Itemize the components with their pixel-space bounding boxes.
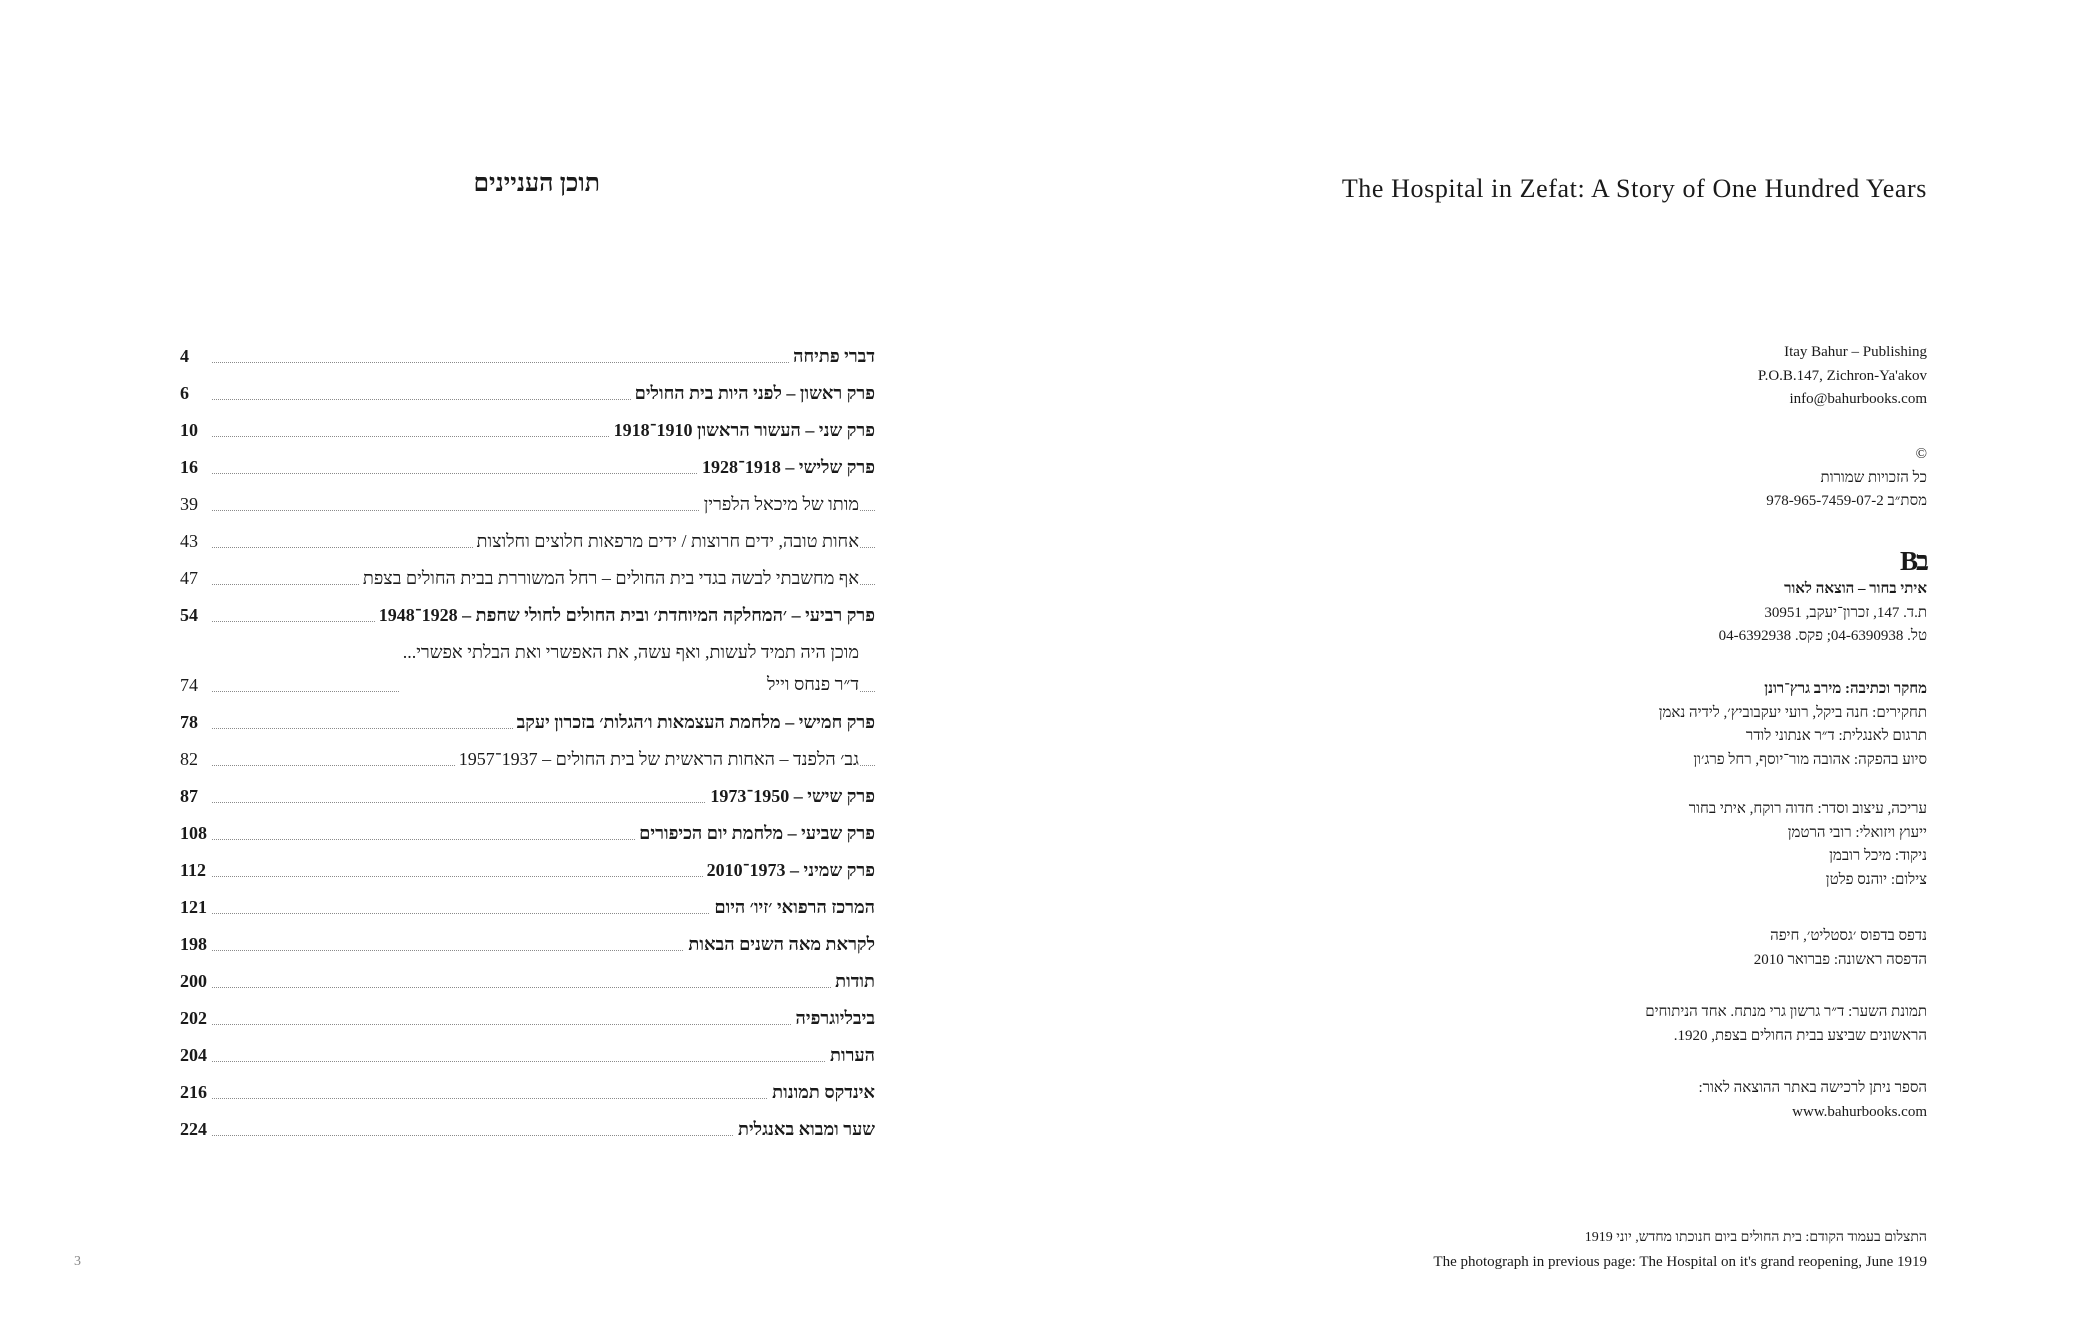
toc-entry-page: 202 xyxy=(180,1008,207,1028)
toc-entry-page: 82 xyxy=(180,749,198,769)
toc-entry[interactable] xyxy=(180,815,875,852)
toc-entry-page: 39 xyxy=(180,494,198,514)
toc-entry[interactable] xyxy=(180,778,875,815)
toc-entry-title: פרק שישי – 1950־1973 xyxy=(706,778,875,815)
toc-entry-title: שער ומבוא באנגלית xyxy=(734,1111,875,1148)
toc-entry-page: 47 xyxy=(180,568,198,588)
toc-entry-title: דברי פתיחה xyxy=(789,338,875,375)
toc-entry[interactable] xyxy=(180,704,875,741)
credit-line: מחקר וכתיבה: מירב גרץ־רונן xyxy=(1764,681,1927,697)
toc-entry[interactable] xyxy=(180,449,875,486)
toc-entry[interactable] xyxy=(180,1074,875,1111)
toc-entry-title: פרק רביעי – ׳המחלקה המיוחדת׳ ובית החולים לחולי שחפת – 1928־1948 xyxy=(375,597,875,634)
toc-entry-page: 10 xyxy=(180,420,198,440)
printing-block xyxy=(1754,925,1927,972)
toc-entry-title: פרק ראשון – לפני היות בית החולים xyxy=(631,375,875,412)
toc-entry-title-line: מוכן היה תמיד לעשות, ואף עשה, את האפשרי ואת הבלתי אפשרי... xyxy=(402,642,859,662)
toc-entry-page: 204 xyxy=(180,1045,207,1065)
toc-entry[interactable] xyxy=(180,1000,875,1037)
toc-entry-title: הערות xyxy=(826,1037,875,1074)
photo-caption-hebrew: התצלום בעמוד הקודם: בית החולים ביום חנוכתו מחדש, יוני 1919 xyxy=(1584,1230,1927,1245)
toc-entry-page: 112 xyxy=(180,860,207,880)
toc-entry-title: פרק שביעי – מלחמת יום הכיפורים xyxy=(635,815,875,852)
toc-entry-page: 87 xyxy=(180,786,198,806)
toc-entry[interactable] xyxy=(180,852,875,889)
publisher-logo: Bב xyxy=(1899,546,1927,576)
toc-entry-title-line: ד״ר פנחס וייל xyxy=(767,674,859,694)
toc-entry-title xyxy=(399,636,859,700)
publisher-phone: טל. 04-6390938; פקס. 04-6392938 xyxy=(1718,628,1927,644)
toc-entry-title: פרק שלישי – 1918־1928 xyxy=(698,449,875,486)
toc-entry-title: גב׳ הלפנד – האחות הראשית של בית החולים – 1937־1957 xyxy=(455,741,859,778)
dot-leader xyxy=(212,1024,875,1025)
toc-entry-title: פרק שני – העשור הראשון 1910־1918 xyxy=(610,412,875,449)
credits-design-block xyxy=(1689,798,1927,892)
toc-entry-page: 6 xyxy=(180,383,189,403)
credits-research-block xyxy=(1659,678,1927,772)
copyright-block xyxy=(1766,443,1927,514)
toc-entry-title: פרק שמיני – 1973־2010 xyxy=(703,852,875,889)
photo-caption-english: The photograph in previous page: The Hospital on it's grand reopening, June 1919 xyxy=(1433,1254,1927,1270)
toc-entry-title: אחות טובה, ידים חרוצות / ידים מרפאות חלוצים וחלוצות xyxy=(473,523,860,560)
website-link[interactable]: www.bahurbooks.com xyxy=(1792,1103,1927,1120)
toc-entry-page: 198 xyxy=(180,934,207,954)
toc-entry-page: 74 xyxy=(180,675,198,695)
toc-entry-title: אף מחשבתי לבשה בגדי בית החולים – רחל המשוררת בבית החולים בצפת xyxy=(359,560,859,597)
toc-entry-title: לקראת מאה השנים הבאות xyxy=(684,926,875,963)
credit-line: ייעוץ ויזואלי: רובי הרטמן xyxy=(1787,824,1927,841)
toc-entry-page: 121 xyxy=(180,897,207,917)
publisher-name-he: איתי בחור – הוצאה לאור xyxy=(1784,581,1927,597)
toc-entry-title: תודות xyxy=(831,963,875,1000)
toc-entry[interactable] xyxy=(180,963,875,1000)
toc-entry-page: 224 xyxy=(180,1119,207,1139)
toc-entry-title: מותו של מיכאל הלפרין xyxy=(700,486,859,523)
toc-entry-page: 4 xyxy=(180,346,189,366)
book-title-english: The Hospital in Zefat: A Story of One Hundred Years xyxy=(1341,174,1927,203)
toc-entry[interactable] xyxy=(180,375,875,412)
toc-entry[interactable] xyxy=(180,926,875,963)
isbn: מסת״ב 978-965-7459-07-2 xyxy=(1766,493,1927,509)
toc-entry[interactable] xyxy=(180,634,875,704)
publisher-address-en: P.O.B.147, Zichron-Ya'akov xyxy=(1757,367,1927,384)
toc-entry-title: המרכז הרפואי ׳זיו׳ היום xyxy=(710,889,875,926)
cover-photo-line: תמונת השער: ד״ר גרשון גרי מנתח. אחד הניתוחים xyxy=(1645,1004,1927,1020)
copyright-symbol: © xyxy=(1915,446,1927,462)
toc-entry-page: 78 xyxy=(180,712,198,732)
toc-entry[interactable] xyxy=(180,560,875,597)
toc-entry-title: ביבליוגרפיה xyxy=(792,1000,875,1037)
toc-entry[interactable] xyxy=(180,523,875,560)
toc-entry-page: 216 xyxy=(180,1082,207,1102)
printing-line: הדפסה ראשונה: פברואר 2010 xyxy=(1753,951,1927,968)
toc-entry[interactable] xyxy=(180,1111,875,1148)
cover-photo-block xyxy=(1645,1001,1927,1048)
page-number: 3 xyxy=(74,1254,81,1269)
credit-line: צילום: יוהנס פלטן xyxy=(1825,871,1927,888)
dot-leader xyxy=(212,987,875,988)
toc-entry-page: 108 xyxy=(180,823,207,843)
toc-entry[interactable] xyxy=(180,486,875,523)
toc-entry[interactable] xyxy=(180,412,875,449)
credit-line: תרגום לאנגלית: ד״ר אנתוני לודר xyxy=(1745,728,1927,744)
publisher-email: info@bahurbooks.com xyxy=(1789,391,1927,407)
toc-entry[interactable] xyxy=(180,1037,875,1074)
toc-entry-page: 43 xyxy=(180,531,198,551)
credit-line: ניקוד: מיכל רובמן xyxy=(1829,848,1927,864)
printing-line: נדפס בדפוס ׳גסטליט׳, חיפה xyxy=(1770,928,1927,944)
toc-title: תוכן העניינים xyxy=(473,170,600,197)
publisher-english-block xyxy=(1758,341,1927,412)
toc-entry[interactable] xyxy=(180,597,875,634)
toc-entry-page: 16 xyxy=(180,457,198,477)
purchase-block xyxy=(1698,1077,1927,1124)
toc-entry-title: פרק חמישי – מלחמת העצמאות ו׳הגלות׳ בזכרון יעקב xyxy=(513,704,875,741)
toc-entry[interactable] xyxy=(180,741,875,778)
cover-photo-line: הראשונים שביצע בבית החולים בצפת, 1920. xyxy=(1673,1027,1927,1044)
publisher-address-he: ת.ד. 147, זכרון־יעקב, 30951 xyxy=(1764,604,1927,621)
toc-entry[interactable] xyxy=(180,338,875,375)
toc-entry-title: אינדקס תמונות xyxy=(768,1074,875,1111)
toc-entry-page: 200 xyxy=(180,971,207,991)
credit-line: סיוע בהפקה: אהובה מור־יוסף, רחל פרג׳ון xyxy=(1693,751,1927,768)
table-of-contents xyxy=(180,338,875,1148)
publisher-name-en: Itay Bahur – Publishing xyxy=(1784,344,1927,360)
credit-line: תחקירים: חנה ביקל, רועי יעקבוביץ׳, לידיה נאמן xyxy=(1658,704,1927,721)
toc-entry-page: 54 xyxy=(180,605,198,625)
rights-reserved: כל הזכויות שמורות xyxy=(1820,469,1927,486)
dot-leader xyxy=(212,1061,875,1062)
purchase-text: הספר ניתן לרכישה באתר ההוצאה לאור: xyxy=(1698,1080,1927,1096)
toc-entry[interactable] xyxy=(180,889,875,926)
credit-line: עריכה, עיצוב וסדר: חדוה רוקח, איתי בחור xyxy=(1688,801,1927,817)
dot-leader xyxy=(212,362,875,363)
publisher-hebrew-block xyxy=(1719,578,1927,649)
